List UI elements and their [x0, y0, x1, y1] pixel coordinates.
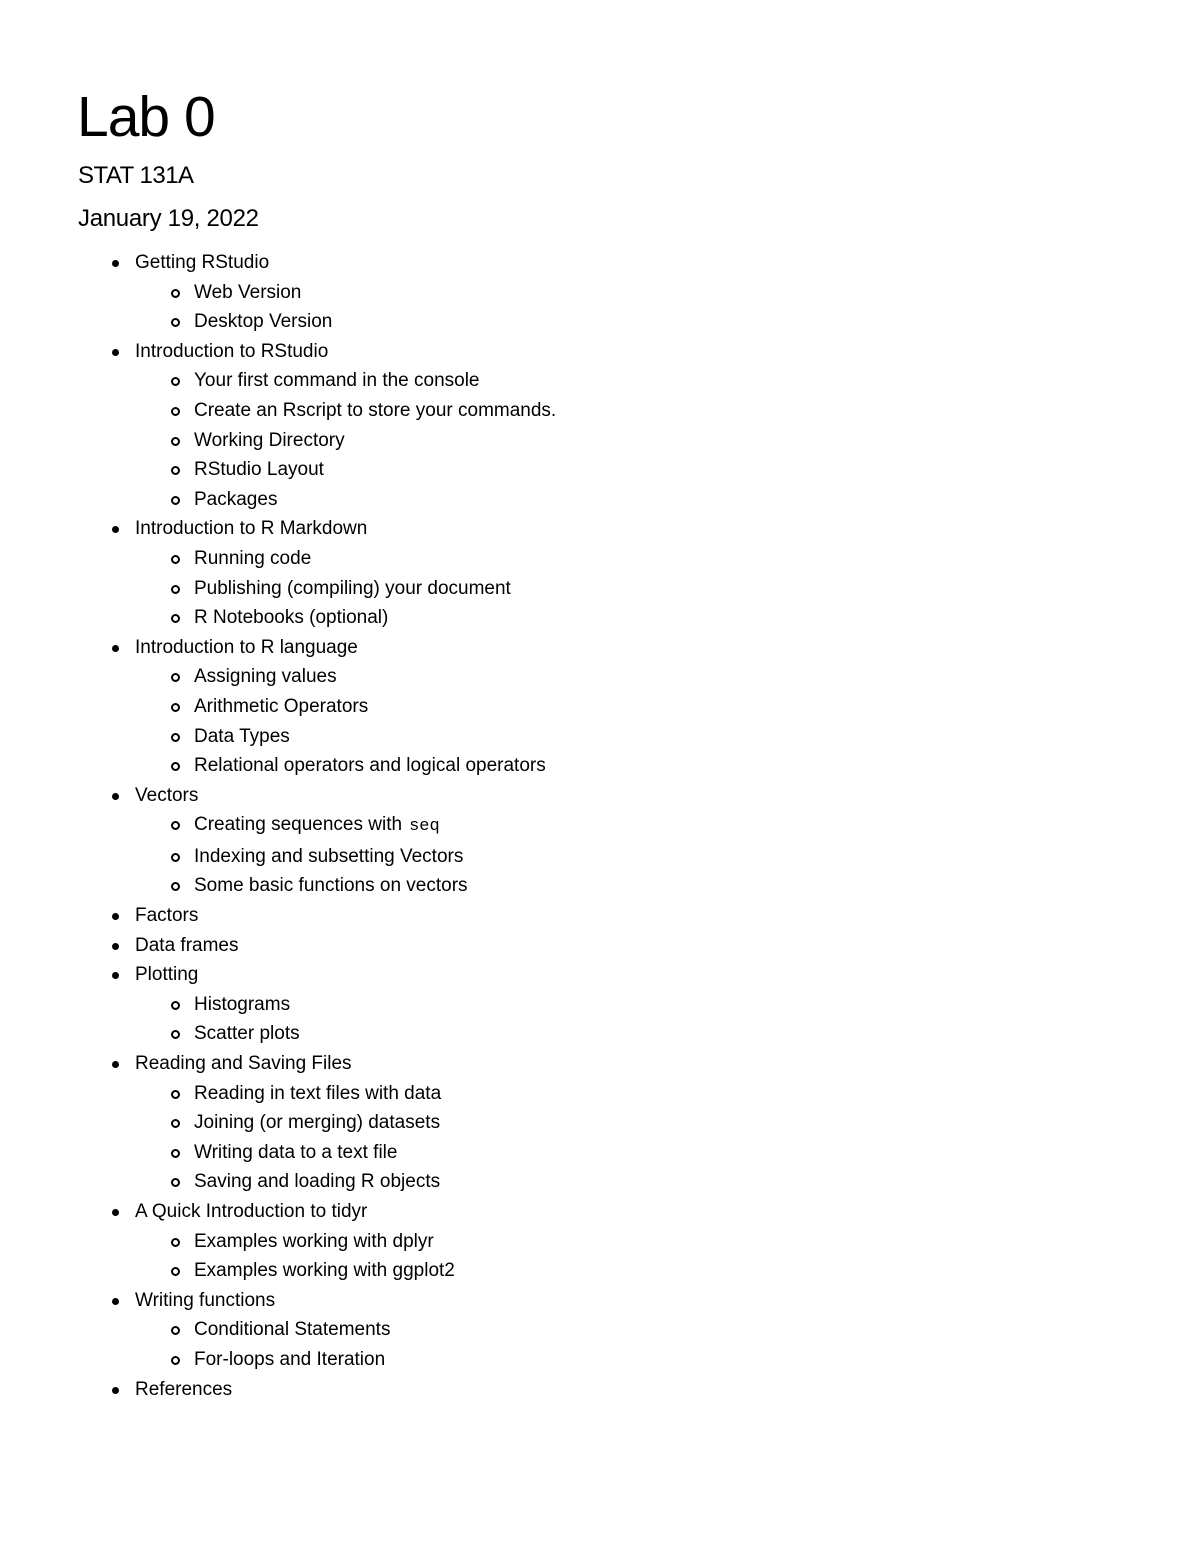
toc-subitem-label[interactable]: Desktop Version	[194, 311, 333, 333]
inline-code: seq	[409, 817, 440, 837]
bullet-circle-icon	[171, 1238, 180, 1247]
toc-subitem-label[interactable]: Assigning values	[194, 666, 337, 688]
bullet-disc-icon	[112, 943, 119, 950]
toc-item-label[interactable]: Introduction to R language	[135, 636, 358, 658]
toc-sublist	[135, 1227, 556, 1286]
bullet-circle-icon	[171, 882, 180, 891]
bullet-circle-icon	[171, 762, 180, 771]
course-subtitle: STAT 131A	[78, 162, 194, 189]
toc-sublist	[135, 662, 556, 780]
toc-sublist	[135, 544, 556, 633]
toc-item[interactable]	[0, 931, 556, 961]
toc-item[interactable]	[0, 1375, 556, 1405]
toc-subitem-label[interactable]: Relational operators and logical operators	[194, 755, 546, 777]
toc-subitem[interactable]	[135, 990, 556, 1020]
toc-subitem-label[interactable]: Some basic functions on vectors	[194, 875, 468, 897]
bullet-circle-icon	[171, 318, 180, 327]
toc-item[interactable]	[0, 337, 556, 515]
toc-subitem[interactable]	[135, 1345, 556, 1375]
toc-subitem-label[interactable]: Examples working with dplyr	[194, 1230, 434, 1252]
toc-subitem-label[interactable]: Data Types	[194, 725, 290, 747]
bullet-circle-icon	[171, 437, 180, 446]
bullet-disc-icon	[112, 260, 119, 267]
toc-subitem-label[interactable]: Writing data to a text file	[194, 1141, 398, 1163]
bullet-circle-icon	[171, 1356, 180, 1365]
bullet-circle-icon	[171, 1001, 180, 1010]
toc-subitem-label[interactable]: Arithmetic Operators	[194, 695, 369, 717]
page-title: Lab 0	[77, 85, 215, 149]
toc-subitem-label[interactable]: R Notebooks (optional)	[194, 607, 389, 629]
bullet-circle-icon	[171, 733, 180, 742]
toc-subitem[interactable]	[135, 1315, 556, 1345]
toc-subitem-label[interactable]: Conditional Statements	[194, 1319, 391, 1341]
toc-subitem-label[interactable]: RStudio Layout	[194, 459, 324, 481]
toc-subitem[interactable]	[135, 871, 556, 901]
bullet-circle-icon	[171, 466, 180, 475]
table-of-contents	[0, 248, 556, 1404]
bullet-circle-icon	[171, 1149, 180, 1158]
toc-sublist	[135, 990, 556, 1049]
toc-subitem[interactable]	[135, 1108, 556, 1138]
toc-subitem[interactable]	[135, 485, 556, 515]
toc-subitem[interactable]	[135, 1079, 556, 1109]
toc-subitem[interactable]	[135, 810, 556, 842]
toc-subitem[interactable]	[135, 278, 556, 308]
toc-subitem[interactable]	[135, 1256, 556, 1286]
bullet-circle-icon	[171, 1267, 180, 1276]
bullet-disc-icon	[112, 1061, 119, 1068]
toc-subitem[interactable]	[135, 722, 556, 752]
bullet-disc-icon	[112, 1209, 119, 1216]
toc-subitem-label[interactable]: Reading in text files with data	[194, 1082, 442, 1104]
toc-subitem[interactable]	[135, 426, 556, 456]
toc-subitem-label[interactable]: Create an Rscript to store your commands.	[194, 399, 557, 421]
toc-subitem-label[interactable]: Web Version	[194, 281, 302, 303]
bullet-circle-icon	[171, 821, 180, 830]
bullet-circle-icon	[171, 585, 180, 594]
toc-item-label[interactable]: A Quick Introduction to tidyr	[135, 1201, 368, 1222]
bullet-circle-icon	[171, 614, 180, 623]
toc-subitem-label[interactable]: For-loops and Iteration	[194, 1348, 386, 1370]
bullet-circle-icon	[171, 555, 180, 564]
toc-subitem[interactable]	[135, 842, 556, 872]
toc-item[interactable]	[0, 248, 556, 337]
bullet-disc-icon	[112, 645, 119, 652]
bullet-circle-icon	[171, 407, 180, 416]
toc-item[interactable]	[0, 781, 556, 901]
bullet-circle-icon	[171, 1326, 180, 1335]
bullet-circle-icon	[171, 289, 180, 298]
toc-subitem-label[interactable]: Examples working with ggplot2	[194, 1260, 455, 1282]
toc-subitem[interactable]	[135, 396, 556, 426]
toc-item-label[interactable]: Plotting	[135, 964, 199, 986]
toc-subitem[interactable]	[135, 574, 556, 604]
toc-subitem-label[interactable]: Packages	[194, 488, 278, 510]
toc-subitem-label[interactable]: Joining (or merging) datasets	[194, 1112, 441, 1134]
toc-subitem[interactable]	[135, 751, 556, 781]
bullet-circle-icon	[171, 377, 180, 386]
toc-subitem-label[interactable]: Scatter plots	[194, 1023, 300, 1045]
toc-item-label[interactable]: Data frames	[135, 934, 239, 956]
toc-subitem-label[interactable]: Creating sequences with	[194, 814, 403, 836]
toc-subitem[interactable]	[135, 455, 556, 485]
bullet-circle-icon	[171, 496, 180, 505]
toc-item-label[interactable]: Vectors	[135, 784, 199, 806]
toc-item[interactable]	[0, 514, 556, 632]
toc-item-label[interactable]: Introduction to RStudio	[135, 340, 329, 362]
toc-subitem-label[interactable]: Saving and loading R objects	[194, 1171, 441, 1193]
bullet-circle-icon	[171, 1090, 180, 1099]
toc-subitem-label[interactable]: Publishing (compiling) your document	[194, 577, 511, 599]
toc-item[interactable]	[0, 1286, 556, 1375]
toc-subitem-label[interactable]: Indexing and subsetting Vectors	[194, 845, 464, 867]
toc-item[interactable]	[0, 901, 556, 931]
toc-sublist	[135, 1315, 556, 1374]
toc-subitem[interactable]	[135, 1019, 556, 1049]
toc-subitem[interactable]	[135, 662, 556, 692]
toc-sublist	[135, 278, 556, 337]
bullet-disc-icon	[112, 526, 119, 533]
toc-subitem[interactable]	[135, 692, 556, 722]
bullet-disc-icon	[112, 913, 119, 920]
toc-item-label[interactable]: Getting RStudio	[135, 252, 270, 273]
toc-sublist	[135, 366, 556, 514]
bullet-circle-icon	[171, 853, 180, 862]
toc-subitem-label[interactable]: Working Directory	[194, 429, 345, 451]
toc-subitem[interactable]	[135, 1227, 556, 1257]
toc-item-label[interactable]: Introduction to R Markdown	[135, 518, 368, 540]
bullet-circle-icon	[171, 1030, 180, 1039]
bullet-circle-icon	[171, 1178, 180, 1187]
toc-item[interactable]	[0, 633, 556, 781]
toc-item-label[interactable]: Reading and Saving Files	[135, 1053, 352, 1075]
toc-subitem[interactable]	[135, 1167, 556, 1197]
toc-item-label[interactable]: References	[135, 1378, 233, 1400]
bullet-circle-icon	[171, 673, 180, 682]
bullet-disc-icon	[112, 793, 119, 800]
toc-subitem[interactable]	[135, 603, 556, 633]
toc-subitem-label[interactable]: Running code	[194, 547, 312, 569]
toc-item[interactable]	[0, 1197, 556, 1286]
bullet-circle-icon	[171, 1119, 180, 1128]
bullet-disc-icon	[112, 349, 119, 356]
toc-subitem[interactable]	[135, 544, 556, 574]
bullet-disc-icon	[112, 1387, 119, 1394]
toc-item[interactable]	[0, 960, 556, 1049]
toc-item-label[interactable]: Writing functions	[135, 1289, 276, 1311]
toc-subitem-label[interactable]: Your first command in the console	[194, 370, 480, 392]
toc-item-label[interactable]: Factors	[135, 905, 199, 927]
bullet-disc-icon	[112, 972, 119, 979]
toc-subitem[interactable]	[135, 307, 556, 337]
toc-subitem[interactable]	[135, 366, 556, 396]
bullet-disc-icon	[112, 1298, 119, 1305]
toc-subitem[interactable]	[135, 1138, 556, 1168]
toc-sublist	[135, 810, 556, 901]
document-date: January 19, 2022	[78, 205, 259, 232]
toc-item[interactable]	[0, 1049, 556, 1197]
toc-sublist	[135, 1079, 556, 1197]
toc-subitem-label[interactable]: Histograms	[194, 993, 291, 1015]
bullet-circle-icon	[171, 703, 180, 712]
